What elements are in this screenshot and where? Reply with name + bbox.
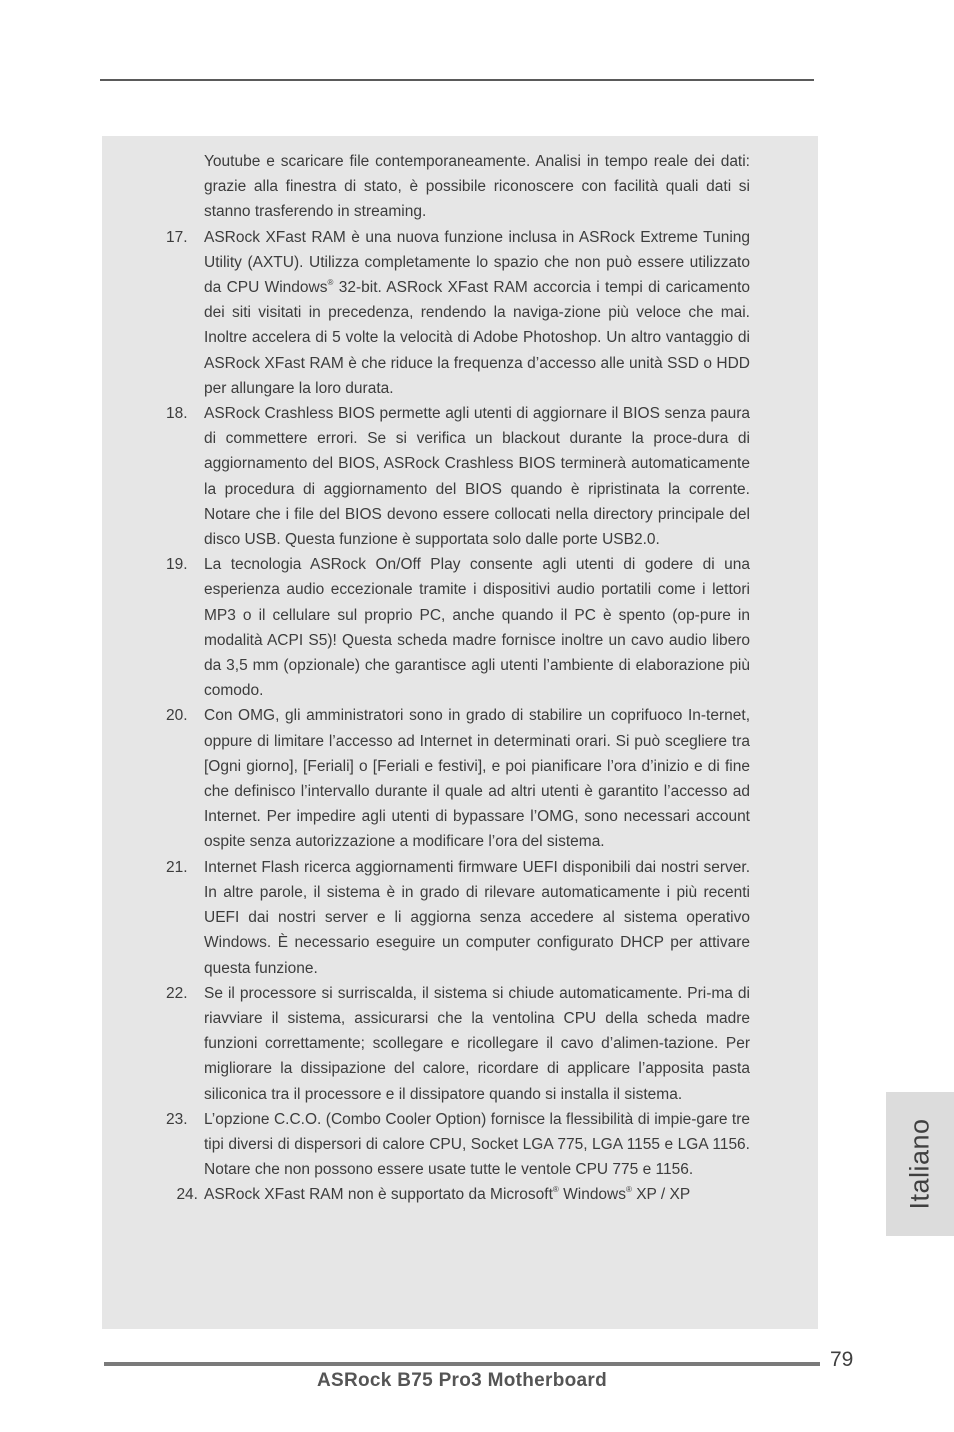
registered-mark: ® — [552, 1185, 559, 1195]
list-item-22 — [166, 981, 750, 1107]
list-item-text: ASRock XFast RAM non è supportato da Microsoft — [204, 1186, 553, 1204]
list-item-number: 18. — [166, 405, 188, 423]
list-item-text: 32-bit. ASRock XFast RAM accorcia i tempi di caricamento dei siti visitati in precedenza, rendendo la naviga-zione più veloce che mai. Inoltre accelera di 5 volte la velocità di Adobe Photoshop. Un altro vantaggio di ASRock XFast RAM è che riduce la frequenza d’accesso alle unità SSD o HDD per allungare la loro durata. — [204, 279, 750, 397]
list-item-text: ASRock XFast RAM è una nuova funzione inclusa in ASRock Extreme Tuning Utility (AXTU). Utilizza completamente lo spazio che non può essere utilizzato da CPU Windows — [204, 228, 750, 297]
list-item-number: 21. — [166, 858, 188, 876]
list-item-21 — [166, 855, 750, 981]
list-item-text: Con OMG, gli amministratori sono in grado di stabilire un coprifuoco In-ternet, oppure di limitare l’accesso ad Internet in determinati orari. Si può scegliere tra [Ogni giorno], [Feriali] o [Feriali e festivi], e poi pianificare l’ora d’inizio e di fine che definisco l’intervallo durante il quale ad altri utenti è garantito l’accesso ad Internet. Per impedire agli utenti di bypassare l’OMG, sono necessari account ospite senza autorizzazione a modificare l’ora del sistema. — [204, 707, 750, 851]
page-number: 79 — [830, 1348, 854, 1371]
list-item-number: 22. — [166, 984, 188, 1002]
registered-mark: ® — [626, 1185, 632, 1195]
list-item-18 — [166, 401, 750, 552]
content-box — [102, 136, 818, 1329]
list-item-number: 17. — [166, 228, 188, 246]
list-item-text: XP / XP — [631, 1186, 691, 1204]
list-item-text: La tecnologia ASRock On/Off Play consente agli utenti di godere di una esperienza audio eccezionale tramite i dispositivi audio portatili come i lettori MP3 o il cellulare sul proprio PC, anche quando il PC è spento (op-pure in modalità ACPI S5)! Questa scheda madre fornisce inoltre un cavo audio libero da 3,5 mm (opzionale) che garantisce agli utenti l’ambiente di elaborazione più comodo. — [204, 556, 750, 700]
list-item-23 — [166, 1107, 750, 1183]
list-item-text: Se il processore si surriscalda, il sistema si chiude automaticamente. Pri-ma di riavviare il sistema, assicurarsi che la ventolina CPU della scheda madre funzioni correttamente; scollegare e ricollegare il cavo d’alimen-tazione. Per migliorare la dissipazione del calore, ricordare di applicare l’apposita pasta siliconica tra il processore e il dissipatore quando si installa il sistema. — [204, 984, 750, 1103]
list-item-number: 19. — [166, 556, 188, 574]
list-item-text: Internet Flash ricerca aggiornamenti firmware UEFI disponibili dai nostri server. In altre parole, il sistema è in grado di rilevare automaticamente i più recenti UEFI dai nostri server e li aggiorna senza accedere al sistema operativo Windows. È necessario eseguire un computer configurato DHCP per attivare questa funzione. — [204, 858, 750, 977]
list-item-number: 20. — [166, 707, 188, 725]
list-item-19 — [166, 552, 750, 703]
footer-title: ASRock B75 Pro3 Motherboard — [317, 1370, 607, 1391]
content-body — [102, 149, 818, 1208]
list-item-17 — [166, 225, 750, 401]
list-item-text: Windows — [558, 1186, 626, 1204]
footer-rule — [104, 1362, 820, 1366]
list-item-20 — [166, 703, 750, 854]
top-rule — [100, 79, 814, 81]
list-item-text: ASRock Crashless BIOS permette agli utenti di aggiornare il BIOS senza paura di commettere errori. Se si verifica un blackout durante la proce-dura di aggiornamento del BIOS, ASRock Crashless BIOS terminerà automaticamente la procedura di aggiornamento del BIOS quando è ripristinata la corrente. Notare che i file del BIOS devono essere collocati nella directory principale del disco USB. Questa funzione è supportata solo dalle porte USB2.0. — [204, 405, 750, 549]
list-item-text: L’opzione C.C.O. (Combo Cooler Option) fornisce la flessibilità di impie-gare tre tipi diversi di dispersori di calore CPU, Socket LGA 775, LGA 1155 e LGA 1156. Notare che non possono essere usate tutte le ventole CPU 775 e 1156. — [204, 1110, 750, 1179]
list-item-number: 23. — [166, 1110, 188, 1128]
continuation-paragraph: Youtube e scaricare file contemporaneamente. Analisi in tempo reale dei dati: grazie alla finestra di stato, è possibile riconoscere con facilità quali dati si stanno trasferendo in streaming. — [204, 153, 750, 221]
registered-mark: ® — [327, 278, 334, 288]
list-item-number: 24. — [176, 1186, 198, 1204]
language-tab-label: Italiano — [904, 1118, 935, 1210]
language-side-tab — [886, 1092, 954, 1236]
list-item-24 — [176, 1182, 750, 1207]
